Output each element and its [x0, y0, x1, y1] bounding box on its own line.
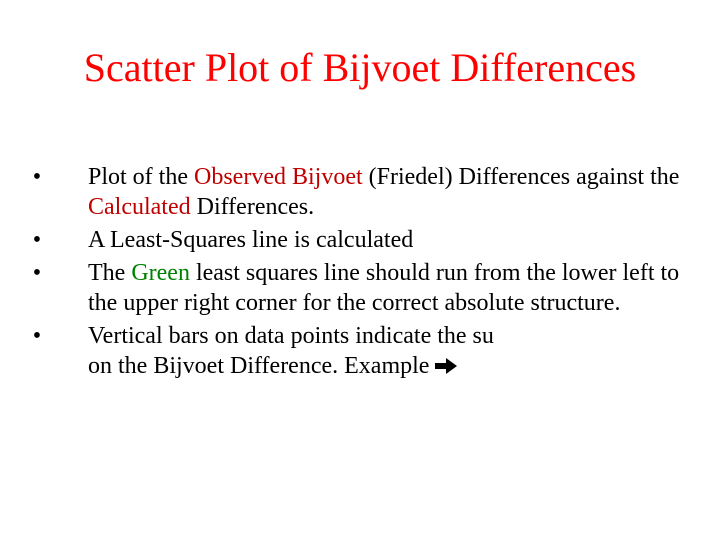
bullet-dot: •	[32, 164, 42, 190]
bullet-text	[88, 321, 708, 381]
bullet-text-part: (Friedel) Differences against the	[362, 164, 680, 190]
bullet-item-3	[28, 258, 708, 318]
bullet-list	[28, 162, 708, 384]
bullet-text	[88, 258, 708, 318]
bullet-dot: •	[32, 323, 42, 349]
bullet-text-line: Vertical bars on data points indicate the su	[88, 323, 494, 349]
bullet-dot: •	[32, 260, 42, 286]
right-arrow-icon	[435, 358, 457, 374]
bullet-text-part: Differences.	[190, 194, 315, 220]
bullet-text-part: The	[88, 260, 132, 286]
bullet-text	[88, 162, 708, 222]
highlight-calculated: Calculated	[88, 194, 191, 220]
bullet-text-part: Plot of the	[88, 164, 194, 190]
example-label: on the Bijvoet Difference. Example	[88, 353, 430, 379]
slide-title: Scatter Plot of Bijvoet Differences	[83, 45, 637, 90]
highlight-green: Green	[131, 260, 190, 286]
bullet-text: A Least-Squares line is calculated	[88, 227, 414, 253]
highlight-observed-bijvoet: Observed Bijvoet	[194, 164, 363, 190]
bullet-item-1	[28, 162, 708, 222]
bullet-item-2	[28, 225, 708, 255]
bullet-text-part: least squares line should run from the lower left to the upper right corner for the correct absolute structure.	[88, 260, 680, 316]
bullet-text-line	[88, 351, 708, 381]
bullet-dot: •	[32, 227, 42, 253]
bullet-item-4	[28, 321, 708, 381]
